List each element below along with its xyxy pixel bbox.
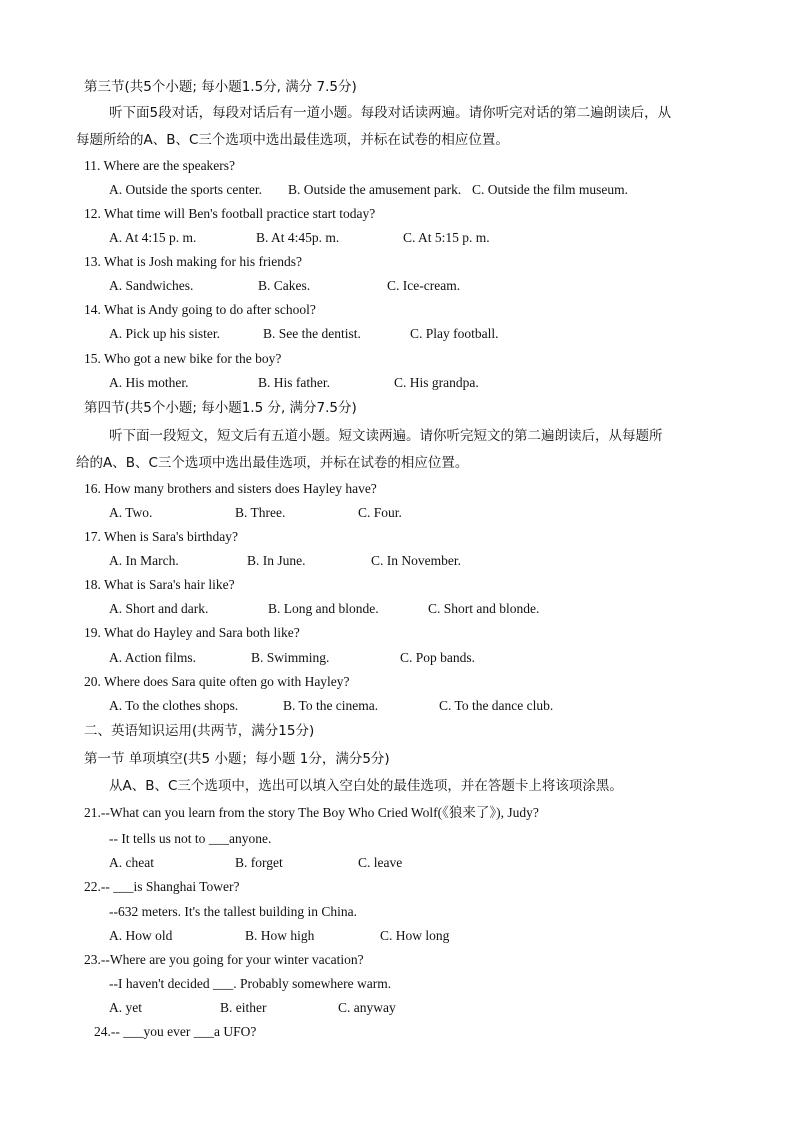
question-11-option-b: B. Outside the amusement park. [288,182,462,197]
question-24-stem: 24.-- ___you ever ___a UFO? [94,1024,257,1039]
question-16-option-b: B. Three. [235,505,286,520]
section4-instruction-line2: 给的A、B、C三个选项中选出最佳选项，并标在试卷的相应位置。 [76,455,469,471]
question-11-option-c: C. Outside the film museum. [472,182,628,197]
question-21-option-c: C. leave [358,855,403,870]
question-22-option-a: A. How old [109,928,173,943]
question-17-option-b: B. In June. [247,553,306,568]
question-21-stem: 21.--What can you learn from the story The Boy Who Cried Wolf(《狼来了》), Judy? [84,805,539,820]
question-15-stem: 15. Who got a new bike for the boy? [84,351,282,366]
question-22-reply: --632 meters. It's the tallest building in China. [109,904,358,919]
question-11-stem: 11. Where are the speakers? [84,158,236,173]
question-20-option-b: B. To the cinema. [283,698,379,713]
question-14-stem: 14. What is Andy going to do after school? [84,302,316,317]
question-21-reply: -- It tells us not to ___anyone. [109,831,272,846]
question-19-option-b: B. Swimming. [251,650,330,665]
question-18-stem: 18. What is Sara's hair like? [84,577,235,592]
question-20-option-a: A. To the clothes shops. [109,698,239,713]
question-18-option-c: C. Short and blonde. [428,601,540,616]
question-12-option-c: C. At 5:15 p. m. [403,230,490,245]
part2-heading: 二、英语知识运用(共两节，满分15分) [84,723,315,739]
section4-instruction-line1: 听下面一段短文，短文后有五道小题。短文读两遍。请你听完短文的第二遍朗读后，从每题所 [109,428,663,444]
question-13-stem: 13. What is Josh making for his friends? [84,254,302,269]
question-16-option-c: C. Four. [358,505,402,520]
question-16-stem: 16. How many brothers and sisters does Hayley have? [84,481,377,496]
question-17-stem: 17. When is Sara's birthday? [84,529,239,544]
question-23-stem: 23.--Where are you going for your winter vacation? [84,952,364,967]
question-22-stem: 22.-- ___is Shanghai Tower? [84,879,240,894]
part2-instruction: 从A、B、C三个选项中，选出可以填入空白处的最佳选项，并在答题卡上将该项涂黑。 [109,778,623,794]
question-11-option-a: A. Outside the sports center. [109,182,262,197]
question-17-option-c: C. In November. [371,553,461,568]
question-15-option-c: C. His grandpa. [394,375,479,390]
question-14-option-b: B. See the dentist. [263,326,361,341]
question-21-option-b: B. forget [235,855,283,870]
question-18-option-b: B. Long and blonde. [268,601,379,616]
question-22-option-b: B. How high [245,928,315,943]
question-16-option-a: A. Two. [109,505,153,520]
question-15-option-b: B. His father. [258,375,330,390]
question-18-option-a: A. Short and dark. [109,601,209,616]
question-21-option-a: A. cheat [109,855,154,870]
question-22-option-c: C. How long [380,928,450,943]
question-13-option-a: A. Sandwiches. [109,278,194,293]
question-14-option-a: A. Pick up his sister. [109,326,221,341]
section3-instruction-line2: 每题所给的A、B、C三个选项中选出最佳选项，并标在试卷的相应位置。 [76,132,509,148]
question-20-option-c: C. To the dance club. [439,698,554,713]
question-12-stem: 12. What time will Ben's football practice start today? [84,206,376,221]
section4-heading: 第四节(共5个小题; 每小题1.5 分, 满分7.5分) [84,400,357,416]
question-23-option-a: A. yet [109,1000,142,1015]
part2-section1-heading: 第一节 单项填空(共5 小题；每小题 1分，满分5分) [84,751,390,767]
question-19-option-a: A. Action films. [109,650,196,665]
question-20-stem: 20. Where does Sara quite often go with Hayley? [84,674,350,689]
question-13-option-b: B. Cakes. [258,278,311,293]
section3-heading: 第三节(共5个小题; 每小题1.5分, 满分 7.5分) [84,79,357,95]
question-23-reply: --I haven't decided ___. Probably somewhere warm. [109,976,392,991]
question-15-option-a: A. His mother. [109,375,189,390]
question-23-option-c: C. anyway [338,1000,396,1015]
question-12-option-b: B. At 4:45p. m. [256,230,340,245]
question-17-option-a: A. In March. [109,553,179,568]
question-23-option-b: B. either [220,1000,267,1015]
question-14-option-c: C. Play football. [410,326,499,341]
question-13-option-c: C. Ice-cream. [387,278,461,293]
question-12-option-a: A. At 4:15 p. m. [109,230,197,245]
question-19-option-c: C. Pop bands. [400,650,476,665]
question-19-stem: 19. What do Hayley and Sara both like? [84,625,300,640]
section3-instruction-line1: 听下面5段对话，每段对话后有一道小题。每段对话读两遍。请你听完对话的第二遍朗读后，从 [109,105,672,121]
